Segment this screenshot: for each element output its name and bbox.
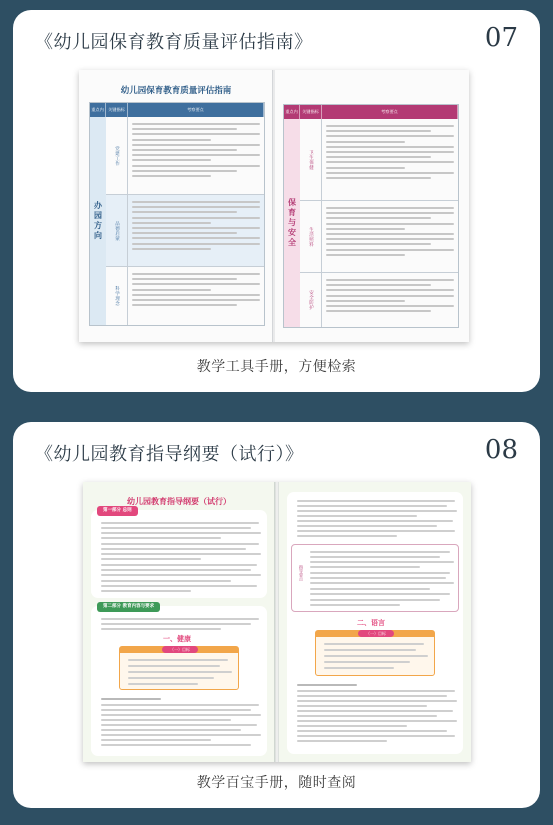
row-label: 党建工作 — [114, 145, 120, 166]
guidance-box-label: 指导要点 — [299, 565, 304, 581]
table-header — [284, 105, 458, 119]
section-panel — [287, 492, 463, 754]
table-row — [106, 117, 264, 195]
book-spread-image — [83, 482, 471, 762]
table-row — [300, 201, 458, 273]
book-title: 幼儿园教育指导纲要（试行） — [127, 497, 231, 506]
book-left-page — [83, 482, 275, 762]
side-label-text: 办园方向 — [93, 201, 103, 241]
book-title: 幼儿园保育教育质量评估指南 — [120, 86, 232, 96]
table-header-cell: 考察要点 — [128, 103, 264, 117]
guidance-box — [291, 544, 459, 612]
table-header — [90, 103, 264, 117]
table-side-label — [90, 117, 106, 325]
card-caption: 教学百宝手册，随时查阅 — [196, 775, 357, 791]
card-caption: 教学工具手册，方便检索 — [196, 359, 357, 375]
book-right-page — [275, 70, 469, 342]
table-side-label — [284, 119, 300, 327]
section-panel — [91, 510, 267, 598]
table-row — [106, 195, 264, 267]
row-label: 品德启蒙 — [114, 220, 120, 241]
card-number: 08 — [484, 435, 518, 465]
table-header-cell: 重点内 — [90, 103, 106, 117]
side-label-text: 保育与安全 — [287, 198, 297, 248]
book-left-page — [79, 70, 273, 342]
section-tag: 第一部分 总则 — [97, 506, 138, 516]
book-spread-image — [79, 70, 469, 342]
row-label: 卫生保健 — [308, 149, 314, 170]
table-header-cell: 考察要点 — [322, 105, 458, 119]
row-label: 生活照料 — [308, 226, 314, 247]
criteria-table — [89, 102, 265, 326]
card-education-outline — [13, 422, 540, 808]
table-header-cell: 重点内 — [284, 105, 300, 119]
card-title: 《幼儿园教育指导纲要（试行）》 — [35, 444, 304, 465]
card-number: 07 — [484, 23, 518, 53]
card-title: 《幼儿园保育教育质量评估指南》 — [35, 32, 313, 53]
subsection-heading: 二、语言 — [357, 619, 385, 627]
table-row — [300, 119, 458, 201]
card-evaluation-guide — [13, 10, 540, 392]
section-panel — [91, 606, 267, 756]
goal-pill: （一）目标 — [162, 646, 198, 653]
row-label: 科学理念 — [114, 286, 120, 306]
table-row — [106, 267, 264, 325]
table-row — [300, 273, 458, 327]
table-header-cell: 关键指标 — [300, 105, 322, 119]
section-tag: 第二部分 教育内容与要求 — [97, 602, 160, 612]
goal-box — [119, 646, 239, 690]
book-right-page — [279, 482, 471, 762]
row-label: 安全防护 — [308, 290, 314, 310]
table-header-cell: 关键指标 — [106, 103, 128, 117]
goal-box — [315, 630, 435, 676]
criteria-table — [283, 104, 459, 328]
goal-pill: （一）目标 — [358, 630, 394, 637]
subsection-heading: 一、健康 — [163, 635, 191, 643]
